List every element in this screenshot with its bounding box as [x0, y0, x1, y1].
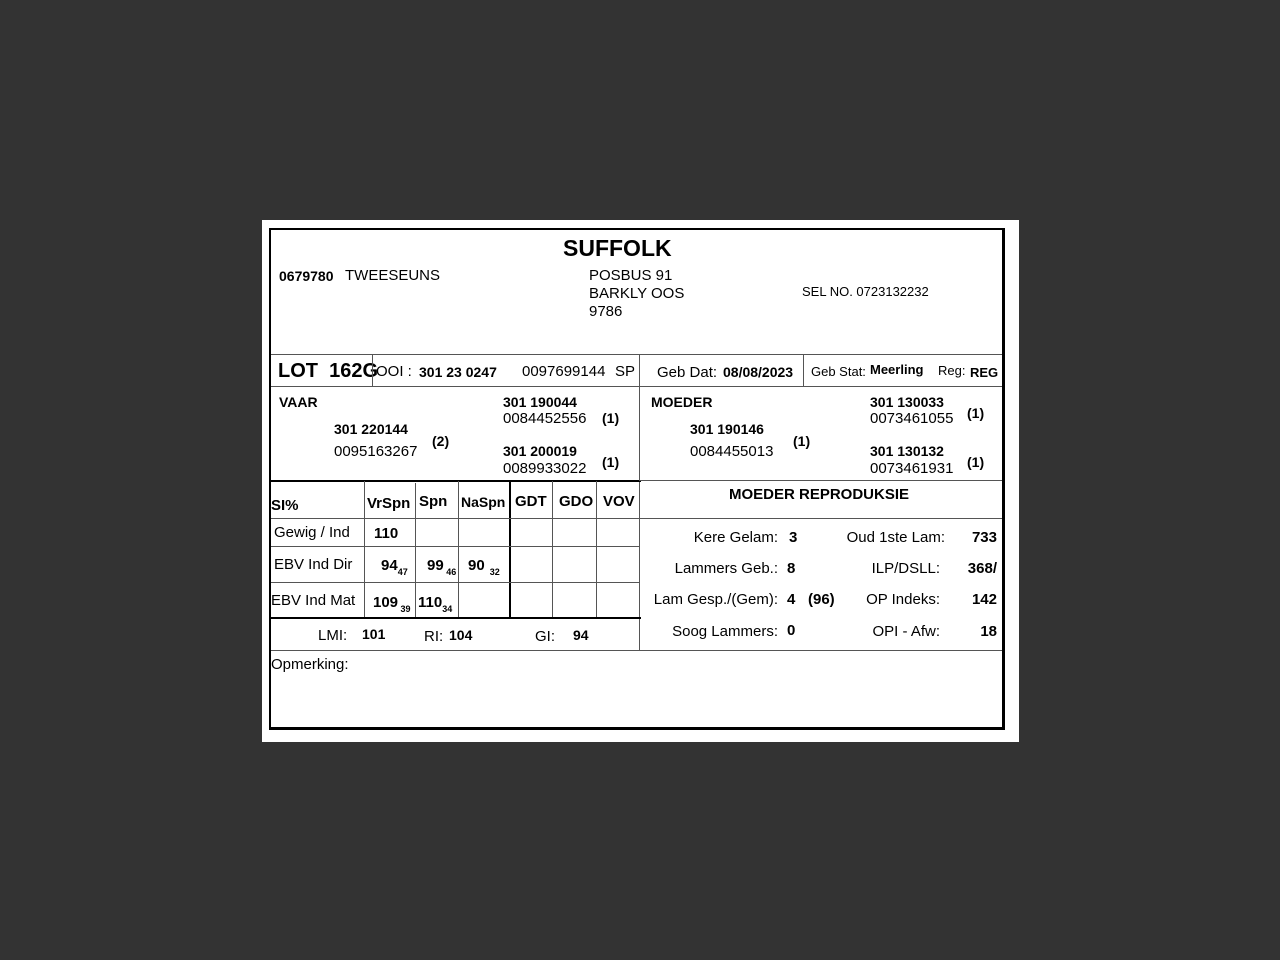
ooi-label: OOI :: [376, 363, 412, 380]
sire-dam-id: 301 200019: [503, 443, 577, 459]
si-header-gdo: GDO: [559, 493, 594, 510]
divider: [271, 650, 1002, 651]
dam-sire-id: 301 130033: [870, 394, 944, 410]
si-cell-value: $94_{47}$: [381, 557, 408, 577]
dam-dam-id: 301 130132: [870, 443, 944, 459]
dam-id: 301 190146: [690, 421, 764, 437]
repro-value-soog-lammers: 0: [787, 622, 796, 639]
reg-status: REG: [970, 365, 999, 380]
repro-label-soog-lammers: Soog Lammers:: [672, 623, 778, 640]
si-header-naspn: NaSpn: [461, 494, 506, 510]
divider: [271, 518, 640, 519]
dam-sire-reg: 0073461055: [870, 410, 954, 427]
dam-dam-reg: 0073461931: [870, 460, 954, 477]
divider: [372, 354, 373, 386]
si-cell-value: $110_{34}$: [418, 594, 453, 614]
si-header-vov: VOV: [603, 493, 635, 510]
gi-label: GI:: [535, 628, 556, 645]
si-header-vrspn: VrSpn: [367, 495, 411, 512]
birth-status: Meerling: [870, 362, 924, 377]
ooi-id: 301 23 0247: [419, 364, 497, 380]
divider: [509, 481, 511, 617]
breed-title: SUFFOLK: [563, 235, 672, 261]
dam-reg: 0084455013: [690, 443, 774, 460]
repro-value-lam-gem: (96): [808, 591, 835, 608]
repro-label-ilp-dsll: ILP/DSLL:: [871, 560, 940, 577]
birth-date: 08/08/2023: [723, 364, 794, 380]
address-line-2: BARKLY OOS: [589, 285, 685, 302]
repro-value-opi-afw: 18: [980, 623, 997, 640]
divider: [364, 481, 365, 617]
sire-dam-count: (1): [602, 454, 620, 470]
lmi-value: 101: [362, 626, 386, 642]
lmi-label: LMI:: [318, 627, 348, 644]
repro-label-lam-gesp: Lam Gesp./(Gem):: [653, 591, 778, 608]
address-line-3: 9786: [589, 303, 623, 320]
lot-number: LOT 162G: [278, 360, 379, 382]
divider: [271, 354, 1002, 355]
divider: [639, 518, 1002, 519]
si-cell-value: 99 $_{46}$: [427, 557, 457, 577]
ri-label: RI:: [424, 628, 444, 645]
si-cell-value: 109 $_{39}$: [373, 594, 411, 614]
divider: [415, 483, 416, 617]
si-row-label: Gewig / Ind: [274, 524, 350, 541]
repro-label-oud-1ste-lam: Oud 1ste Lam:: [846, 529, 945, 546]
repro-label-lammers-geb: Lammers Geb.:: [674, 560, 778, 577]
dam-dam-count: (1): [967, 454, 985, 470]
birth-date-label: Geb Dat:: [657, 364, 718, 381]
dam-count: (1): [793, 433, 811, 449]
divider: [271, 546, 640, 547]
divider: [639, 480, 1002, 481]
repro-value-lammers-geb: 8: [787, 560, 796, 577]
dam-reproduction-title: MOEDER REPRODUKSIE: [729, 486, 910, 503]
si-header-gdt: GDT: [515, 493, 547, 510]
sire-sire-reg: 0084452556: [503, 410, 587, 427]
si-header-spn: Spn: [419, 493, 448, 510]
dam-sire-count: (1): [967, 405, 985, 421]
ri-value: 104: [449, 627, 473, 643]
divider: [271, 617, 641, 619]
ooi-reg-number: 0097699144: [522, 363, 606, 380]
divider: [803, 354, 804, 386]
repro-label-kere-gelam: Kere Gelam:: [693, 529, 778, 546]
phone-number: SEL NO. 0723132232: [802, 284, 929, 299]
birth-status-label: Geb Stat:: [811, 364, 866, 379]
divider: [271, 480, 641, 482]
dam-label: MOEDER: [651, 394, 713, 410]
reg-label: Reg:: [938, 363, 966, 378]
si-header-label: SI%: [271, 497, 299, 514]
divider: [552, 481, 553, 617]
divider: [596, 481, 597, 617]
divider: [458, 481, 459, 617]
sire-dam-reg: 0089933022: [503, 460, 587, 477]
sire-label: VAAR: [279, 394, 318, 410]
sire-reg: 0095163267: [334, 443, 418, 460]
si-cell-value: 90 $_{32}$: [468, 557, 500, 577]
sire-sire-count: (1): [602, 410, 620, 426]
si-row-label: EBV Ind Mat: [271, 592, 356, 609]
divider: [271, 582, 640, 583]
repro-value-oud-1ste-lam: 733: [971, 529, 997, 546]
breeder-number: 0679780: [279, 268, 334, 284]
repro-label-opi-afw: OPI - Afw:: [872, 623, 940, 640]
address-line-1: POSBUS 91: [589, 267, 673, 284]
repro-label-op-indeks: OP Indeks:: [866, 591, 940, 608]
breeder-name: TWEESEUNS: [345, 267, 441, 284]
repro-value-lam-gesp: 4: [787, 591, 796, 608]
sire-count: (2): [432, 433, 450, 449]
lot-card-page: [262, 220, 1019, 742]
remarks-label: Opmerking:: [271, 656, 349, 673]
ooi-suffix: SP: [615, 363, 636, 380]
si-row-label: EBV Ind Dir: [274, 556, 353, 573]
divider: [639, 354, 640, 386]
divider: [271, 386, 1002, 387]
repro-value-kere-gelam: 3: [789, 529, 798, 546]
sire-id: 301 220144: [334, 421, 408, 437]
gi-value: 94: [573, 627, 589, 643]
lot-card: [269, 228, 1005, 730]
sire-sire-id: 301 190044: [503, 394, 577, 410]
repro-value-ilp-dsll: 368/: [967, 560, 997, 577]
repro-value-op-indeks: 142: [971, 591, 997, 608]
si-cell-value: 110: [374, 525, 399, 542]
